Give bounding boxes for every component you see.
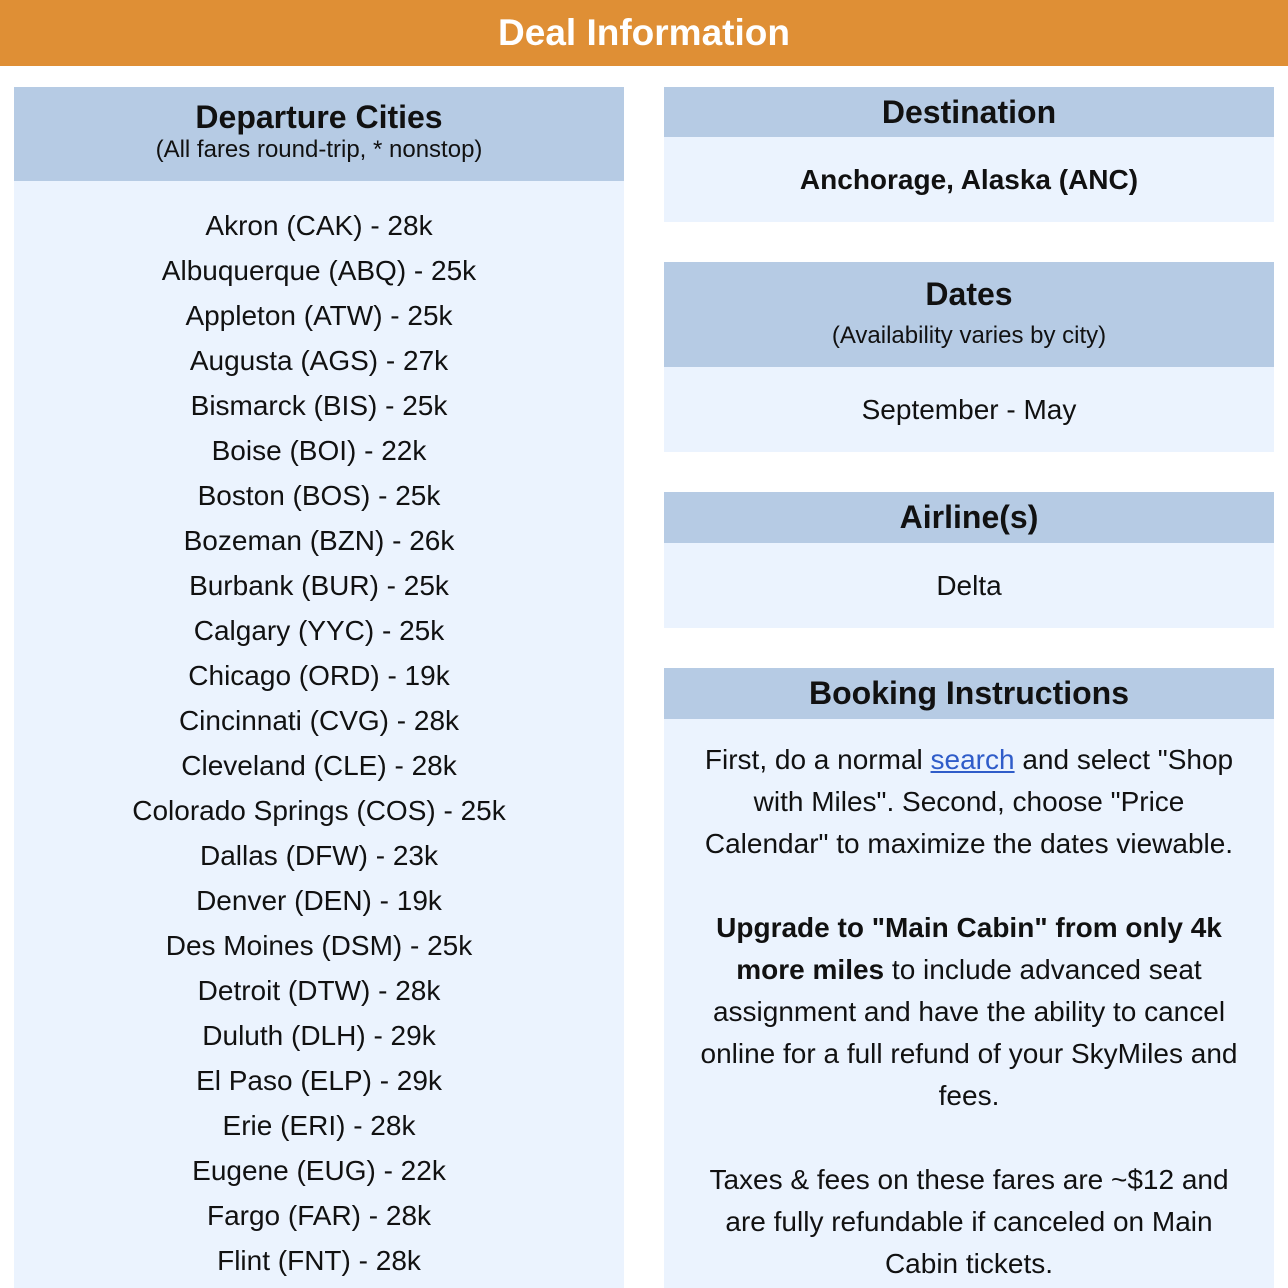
upgrade-highlight: Upgrade to "Main Cabin" from only 4k more miles: [716, 912, 1222, 985]
list-item: Boston (BOS) - 25k: [197, 480, 441, 511]
list-item: Flint (FNT) - 28k: [217, 1245, 421, 1276]
airlines-body: [664, 543, 1274, 628]
list-item: Akron (CAK) - 28k: [205, 210, 433, 241]
deal-information-banner: [0, 0, 1288, 66]
list-item: Duluth (DLH) - 29k: [202, 1020, 436, 1051]
booking-step-text-start: First, do a normal: [704, 744, 931, 775]
booking-instructions-header: [664, 668, 1274, 719]
departure-cities-title: Departure Cities: [195, 99, 443, 135]
taxes-fees-paragraph: Taxes & fees on these fares are ~$12 and are fully refundable if canceled on Main Cabin tickets.: [709, 1164, 1229, 1279]
booking-instructions-body: [664, 719, 1274, 1288]
list-item: Appleton (ATW) - 25k: [185, 300, 453, 331]
list-item: Eugene (EUG) - 22k: [192, 1155, 446, 1186]
airlines-title: Airline(s): [899, 499, 1039, 535]
list-item: Burbank (BUR) - 25k: [189, 570, 449, 601]
departure-cities-list: [14, 181, 624, 1288]
list-item: Calgary (YYC) - 25k: [193, 615, 445, 646]
dates-panel: [664, 262, 1274, 452]
departure-cities-header: [14, 87, 624, 181]
list-item: Des Moines (DSM) - 25k: [165, 930, 473, 961]
booking-instructions-title: Booking Instructions: [809, 675, 1129, 711]
booking-step-paragraph: [694, 739, 1244, 865]
airlines-header: [664, 492, 1274, 543]
upgrade-text: to include advanced seat assignment and have the ability to cancel online for a full refund of your SkyMiles and fees.: [700, 954, 1238, 1111]
list-item: Chicago (ORD) - 19k: [188, 660, 450, 691]
airlines-value: Delta: [936, 570, 1002, 601]
booking-instructions-panel: [664, 668, 1274, 1288]
dates-title: Dates: [925, 276, 1013, 312]
list-item: Boise (BOI) - 22k: [211, 435, 427, 466]
destination-body: [664, 137, 1274, 222]
list-item: Cleveland (CLE) - 28k: [181, 750, 457, 781]
search-link[interactable]: search: [930, 744, 1015, 775]
list-item: Cincinnati (CVG) - 28k: [178, 705, 460, 736]
upgrade-paragraph: [694, 907, 1244, 1117]
destination-panel: [664, 87, 1274, 222]
destination-header: [664, 87, 1274, 137]
list-item: Erie (ERI) - 28k: [222, 1110, 416, 1141]
dates-body: [664, 367, 1274, 452]
banner-title: Deal Information: [498, 12, 790, 53]
list-item: Bozeman (BZN) - 26k: [183, 525, 455, 556]
list-item: Colorado Springs (COS) - 25k: [132, 795, 506, 826]
destination-value: Anchorage, Alaska (ANC): [799, 164, 1139, 195]
dates-value: September - May: [861, 394, 1077, 425]
list-item: Detroit (DTW) - 28k: [197, 975, 441, 1006]
booking-step-text-end: and select "Shop with Miles". Second, choose "Price Calendar" to maximize the dates viewable.: [704, 744, 1234, 859]
airlines-panel: [664, 492, 1274, 628]
dates-subtitle: (Availability varies by city): [831, 322, 1107, 349]
list-item: Albuquerque (ABQ) - 25k: [161, 255, 477, 286]
list-item: Bismarck (BIS) - 25k: [190, 390, 448, 421]
list-item: El Paso (ELP) - 29k: [196, 1065, 442, 1096]
destination-title: Destination: [881, 94, 1057, 130]
departure-cities-panel: [14, 87, 624, 1288]
list-item: Fargo (FAR) - 28k: [206, 1200, 432, 1231]
list-item: Augusta (AGS) - 27k: [189, 345, 449, 376]
departure-cities-subtitle: (All fares round-trip, * nonstop): [155, 136, 483, 163]
list-item: Denver (DEN) - 19k: [196, 885, 442, 916]
dates-header: [664, 262, 1274, 367]
list-item: Dallas (DFW) - 23k: [199, 840, 438, 871]
